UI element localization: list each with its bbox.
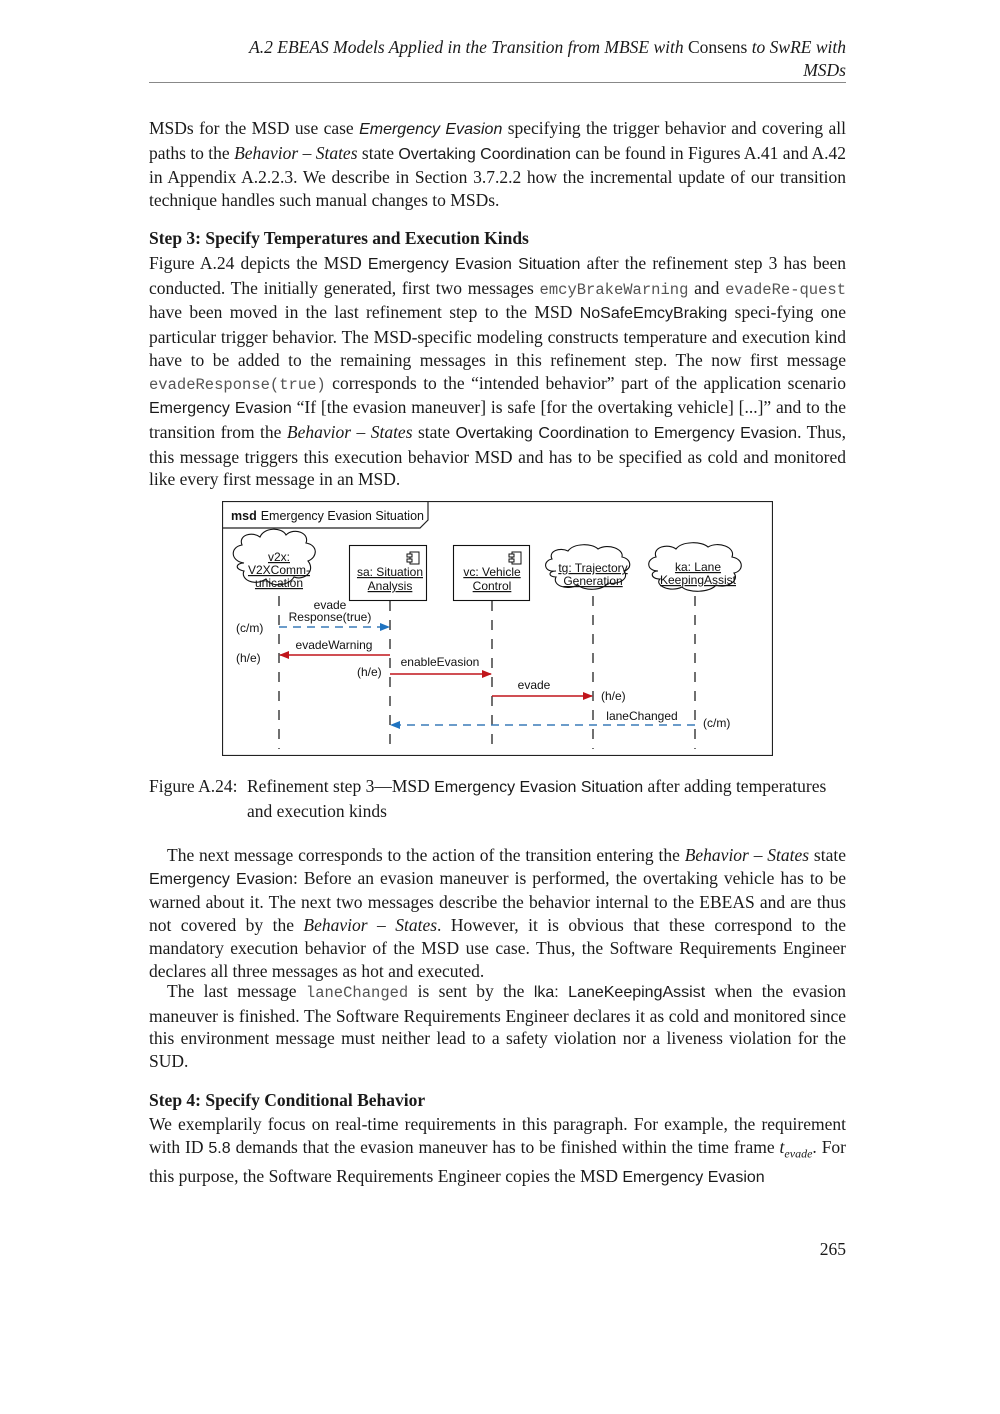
lifeline-sa	[350, 546, 427, 601]
svg-text:(h/e): (h/e)	[357, 665, 382, 679]
paragraph-step3: Figure A.24 depicts the MSD Emergency Evasion Situation after the refinement step 3 has been conducted. The initially generated, first two messages emcyBrakeWarning and evadeRe-quest have been moved in the last refinement step to the MSD NoSafeEmcyBraking speci-fying one particular trigger behavior. The MSD-specific modeling constructs temperature and execution kind have to be added to the remaining messages in this refinement step. The now first message evadeResponse(true) corresponds to the “intended behavior” part of the application scenario Emergency Evasion “If [the evasion maneuver] is safe [for the overtaking vehicle] [...]” and to the transition from the Behavior – States state Overtaking Coordination to Emergency Evasion. Thus, this message triggers this execution behavior MSD and has to be specified as cold and monitored like every first message in an MSD.	[149, 253, 847, 490]
svg-text:(c/m): (c/m)	[236, 621, 264, 635]
svg-text:enableEvasion: enableEvasion	[400, 655, 480, 669]
svg-text:evadeWarning: evadeWarning	[295, 638, 373, 652]
message-enable-evasion	[357, 655, 491, 679]
frame-keyword: msd	[231, 509, 257, 523]
paragraph-intro: MSDs for the MSD use case Emergency Evasion specifying the trigger behavior and covering all paths to the Behavior – States state Overtaking Coordination can be found in Figures A.41 and A.42 in Appendix A.2.2.3. We describe in Section 3.7.2.2 how the incremental update of our transition technique handles such manual changes to MSDs.	[149, 118, 846, 211]
lifeline-tg	[546, 545, 630, 590]
lifeline-vc	[454, 546, 530, 601]
svg-text:unication: unication	[254, 576, 304, 590]
figure-caption: Figure A.24: Refinement step 3—MSD Emergency Evasion Situation after adding temperatures and execution kinds	[149, 776, 827, 821]
svg-text:tg: Trajectory: tg: Trajectory	[558, 561, 628, 575]
svg-text:Generation: Generation	[563, 574, 623, 588]
paragraph-next-message: The next message corresponds to the action of the transition entering the Behavior – States state Emergency Evasion: Before an evasion maneuver is performed, the overtaking vehicle has to be warned about it. The next two messages describe the behavior internal to the EBEAS and are thus not covered by the Behavior – States. However, it is obvious that these correspond to the mandatory execution behavior of the MSD use case. Thus, the Software Requirements Engineer declares all three messages as hot and executed.	[149, 845, 847, 981]
svg-text:sa: Situation: sa: Situation	[356, 565, 424, 579]
page-number: 265	[819, 1239, 846, 1259]
running-header: A.2 EBEAS Models Applied in the Transition from MBSE with Consens to SwRE with MSDs	[249, 37, 846, 80]
lifeline-ka	[649, 543, 742, 592]
svg-text:Analysis: Analysis	[367, 579, 413, 593]
svg-text:(c/m): (c/m)	[703, 716, 731, 730]
message-evade-response	[236, 598, 389, 635]
paragraph-step4: We exemplarily focus on real-time requirements in this paragraph. For example, the requirement with ID 5.8 demands that the evasion maneuver has to be finished within the time frame $t_{evade}$. For this purpose, the Software Requirements Engineer copies the MSD Emergency Evasion	[149, 1114, 847, 1186]
section-heading-step3: Step 3: Specify Temperatures and Execution Kinds	[149, 228, 529, 248]
svg-text:vc: Vehicle: vc: Vehicle	[463, 565, 521, 579]
svg-text:Response(true): Response(true)	[288, 610, 372, 624]
msd-sequence-diagram	[222, 501, 773, 756]
svg-text:(h/e): (h/e)	[601, 689, 626, 703]
svg-text:msdEmergency Evasion Situation	[231, 509, 424, 523]
lifeline-v2x	[233, 529, 315, 590]
svg-text:ka: Lane: ka: Lane	[674, 560, 722, 574]
message-lane-changed	[391, 709, 730, 730]
svg-text:KeepingAssist: KeepingAssist	[659, 573, 737, 587]
paragraph-last-message: The last message laneChanged is sent by the lka: LaneKeepingAssist when the evasion maneuver is finished. The Software Requirements Engineer declares it as cold and monitored since this environment message must neither lead to a safety violation nor a liveness violation for the SUD.	[149, 981, 847, 1072]
svg-text:v2x:: v2x:	[267, 550, 291, 564]
svg-text:evade: evade	[313, 598, 347, 612]
message-evade-warning	[236, 638, 390, 665]
svg-text:Control: Control	[472, 579, 512, 593]
frame-title: Emergency Evasion Situation	[260, 509, 424, 523]
svg-text:(h/e): (h/e)	[236, 651, 261, 665]
svg-text:laneChanged: laneChanged	[606, 709, 678, 723]
header-rule	[149, 82, 846, 83]
svg-text:V2XComm-: V2XComm-	[247, 563, 311, 577]
section-heading-step4: Step 4: Specify Conditional Behavior	[149, 1090, 426, 1110]
svg-text:evade: evade	[517, 678, 551, 692]
message-evade	[492, 678, 626, 703]
